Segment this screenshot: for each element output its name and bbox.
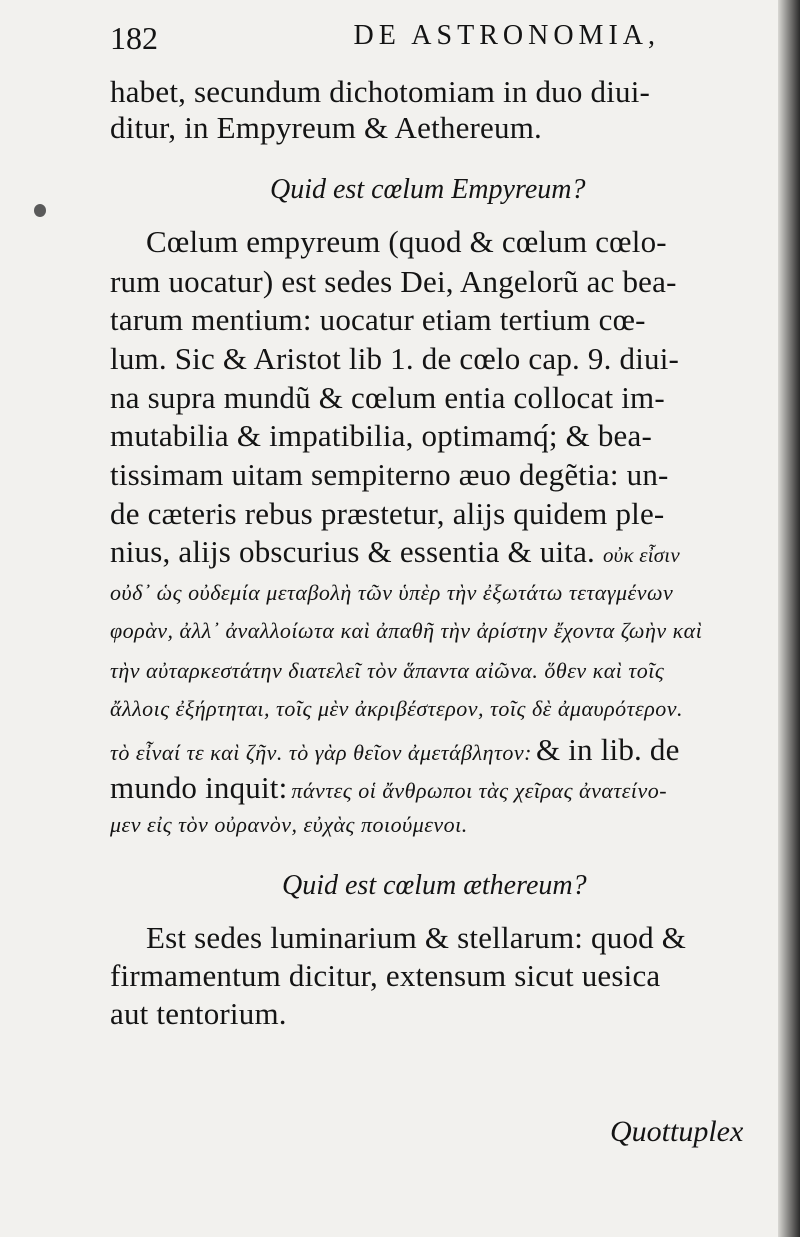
- paragraph-line: Est sedes luminarium & stellarum: quod &: [146, 920, 687, 955]
- greek-line: μεν εἰς τὸν οὐρανὸν, εὐχὰς ποιούμενοι.: [110, 812, 468, 837]
- paragraph-line: lum. Sic & Aristot lib 1. de cœlo cap. 9. diui-: [110, 341, 680, 376]
- page-number: 182: [110, 20, 158, 56]
- paragraph-line-mixed: [110, 536, 680, 567]
- paragraph-line: tarum mentium: uocatur etiam tertium cœ-: [110, 302, 646, 337]
- paragraph-line: rum uocatur) est sedes Dei, Angelorũ ac bea-: [110, 264, 677, 299]
- running-title: DE ASTRONOMIA,: [353, 20, 660, 51]
- paragraph-line: de cæteris rebus præstetur, alijs quidem ple-: [110, 496, 665, 531]
- paragraph-line-mixed: [110, 772, 667, 803]
- question-heading: Quid est cœlum Empyreum?: [270, 174, 586, 205]
- greek-text: πάντες οἱ ἄνθρωποι τὰς χεῖρας ἀνατείνο-: [291, 778, 668, 803]
- page-blemish: [34, 204, 46, 217]
- text-line: ditur, in Empyreum & Aethereum.: [110, 110, 542, 145]
- latin-text: mundo inquit:: [110, 770, 288, 805]
- latin-text: & in lib. de: [535, 732, 680, 767]
- text-line: habet, secundum dichotomiam in duo diui-: [110, 74, 651, 109]
- question-heading: Quid est cœlum æthereum?: [282, 870, 587, 901]
- paragraph-line-mixed: [110, 734, 680, 765]
- paragraph-line: mutabilia & impatibilia, optimamq́; & bea-: [110, 418, 652, 453]
- latin-text: nius, alijs obscurius & essentia & uita.: [110, 534, 596, 569]
- greek-text: οὐκ εἶσιν: [602, 543, 680, 567]
- running-head: [110, 22, 770, 54]
- greek-line: οὐδ᾽ ὡς οὐδεμία μεταβολὴ τῶν ὑπὲρ τὴν ἐξωτάτω τεταγμένων: [110, 580, 674, 605]
- paragraph-line: Cœlum empyreum (quod & cœlum cœlo-: [146, 224, 667, 259]
- page-edge-shadow: [778, 0, 800, 1237]
- greek-line: φορὰν, ἀλλ᾽ ἀναλλοίωτα καὶ ἀπαθῆ τὴν ἀρίστην ἔχοντα ζωὴν καὶ: [110, 618, 703, 643]
- paragraph-line: firmamentum dicitur, extensum sicut uesica: [110, 958, 661, 993]
- paragraph-line: na supra mundũ & cœlum entia collocat im-: [110, 380, 665, 415]
- greek-text: τὸ εἶναί τε καὶ ζῆν. τὸ γὰρ θεῖον ἀμετάβλητον:: [110, 740, 532, 765]
- catchword: Quottuplex: [610, 1115, 744, 1148]
- paragraph-line: tissimam uitam sempiterno æuo degẽtia: un-: [110, 457, 669, 492]
- paragraph-line: aut tentorium.: [110, 996, 287, 1031]
- greek-line: τὴν αὐταρκεστάτην διατελεῖ τὸν ἅπαντα αἰῶνα. ὅθεν καὶ τοῖς: [110, 658, 665, 683]
- greek-line: ἄλλοις ἐξήρτηται, τοῖς μὲν ἀκριβέστερον, τοῖς δὲ ἀμαυρότερον.: [110, 696, 684, 721]
